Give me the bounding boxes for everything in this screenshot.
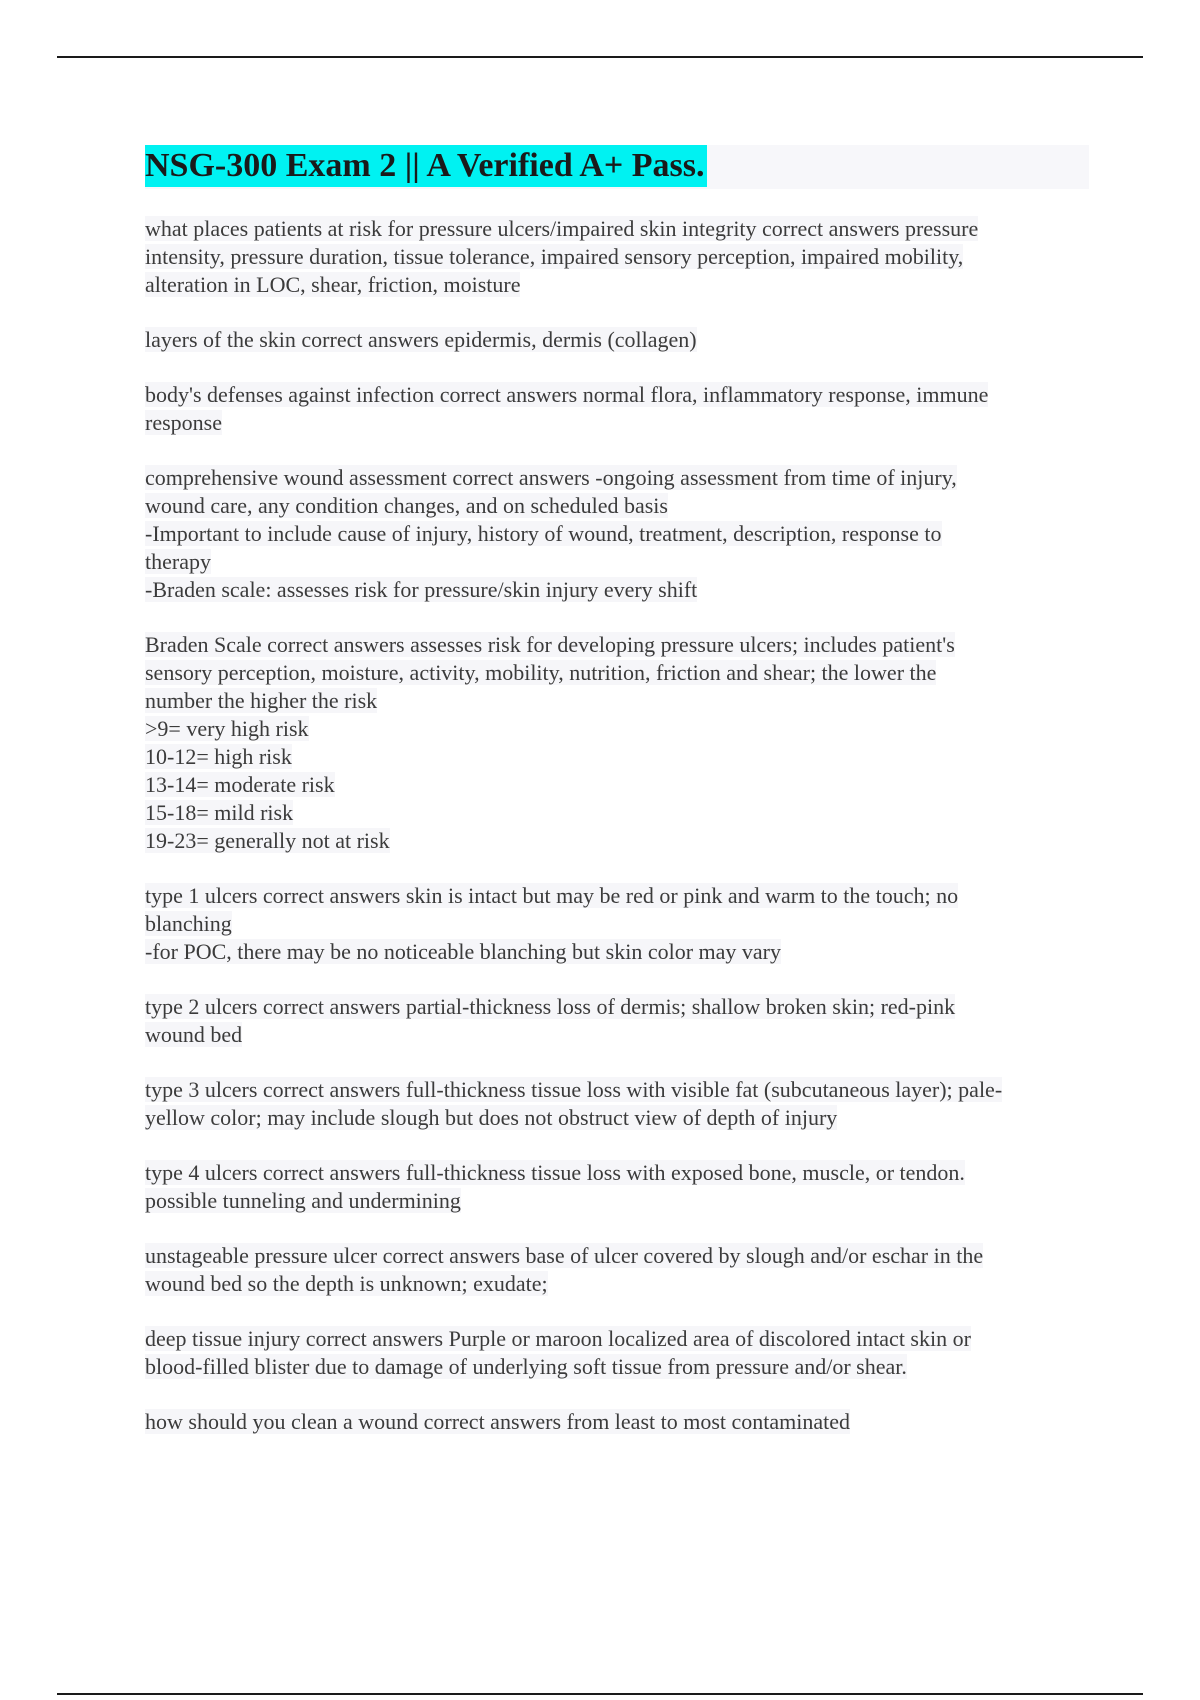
text-line [145, 631, 1089, 659]
text-line-content: comprehensive wound assessment correct answers -ongoing assessment from time of injury, [145, 465, 957, 490]
text-line [145, 576, 1089, 604]
text-line [145, 715, 1089, 743]
text-line [145, 409, 1089, 437]
text-line-content: wound care, any condition changes, and on scheduled basis [145, 493, 668, 518]
text-line [145, 1242, 1089, 1270]
text-line [145, 492, 1089, 520]
text-line [145, 1353, 1089, 1381]
document-body [145, 145, 1089, 1463]
text-line-content: type 2 ulcers correct answers partial-thickness loss of dermis; shallow broken skin; red-pink [145, 994, 956, 1019]
qa-entry [145, 1076, 1089, 1132]
text-line-content: 10-12= high risk [145, 744, 292, 769]
text-line-content: sensory perception, moisture, activity, mobility, nutrition, friction and shear; the lower the [145, 660, 937, 685]
text-line [145, 1187, 1089, 1215]
text-line-content: -Important to include cause of injury, history of wound, treatment, description, response to [145, 521, 942, 546]
text-line [145, 1104, 1089, 1132]
text-line-content: number the higher the risk [145, 688, 378, 713]
text-line [145, 938, 1089, 966]
title-band [145, 145, 1089, 189]
text-line-content: type 3 ulcers correct answers full-thickness tissue loss with visible fat (subcutaneous layer); pale- [145, 1077, 1003, 1102]
text-line-content: 13-14= moderate risk [145, 772, 335, 797]
text-line [145, 215, 1089, 243]
text-line [145, 326, 1089, 354]
text-line [145, 243, 1089, 271]
text-line-content: therapy [145, 549, 211, 574]
qa-entry [145, 215, 1089, 299]
text-line-content: blood-filled blister due to damage of underlying soft tissue from pressure and/or shear. [145, 1354, 907, 1379]
text-line-content: yellow color; may include slough but does not obstruct view of depth of injury [145, 1105, 838, 1130]
qa-entry [145, 882, 1089, 966]
text-line [145, 548, 1089, 576]
text-line-content: how should you clean a wound correct answers from least to most contaminated [145, 1409, 851, 1434]
text-line [145, 993, 1089, 1021]
text-line-content: 15-18= mild risk [145, 800, 294, 825]
text-line [145, 381, 1089, 409]
text-line-content: deep tissue injury correct answers Purple or maroon localized area of discolored intact skin or [145, 1326, 971, 1351]
qa-entry [145, 381, 1089, 437]
text-line [145, 520, 1089, 548]
text-line-content: blanching [145, 911, 232, 936]
text-line-content: wound bed so the depth is unknown; exudate; [145, 1271, 548, 1296]
text-line [145, 464, 1089, 492]
text-line [145, 743, 1089, 771]
bottom-rule [57, 1693, 1143, 1695]
qa-entry [145, 993, 1089, 1049]
text-line-content: type 4 ulcers correct answers full-thickness tissue loss with exposed bone, muscle, or tendon. [145, 1160, 965, 1185]
text-line-content: wound bed [145, 1022, 243, 1047]
qa-entry [145, 1408, 1089, 1436]
text-line-content: 19-23= generally not at risk [145, 828, 390, 853]
text-line-content: -for POC, there may be no noticeable blanching but skin color may vary [145, 939, 781, 964]
text-line [145, 1408, 1089, 1436]
text-line [145, 1159, 1089, 1187]
text-line-content: alteration in LOC, shear, friction, moisture [145, 272, 521, 297]
text-line [145, 827, 1089, 855]
text-line [145, 771, 1089, 799]
text-line-content: >9= very high risk [145, 716, 309, 741]
text-line [145, 659, 1089, 687]
text-line [145, 882, 1089, 910]
qa-entry [145, 464, 1089, 604]
text-line [145, 687, 1089, 715]
text-line-content: type 1 ulcers correct answers skin is intact but may be red or pink and warm to the touch; no [145, 883, 959, 908]
text-line [145, 1270, 1089, 1298]
text-line-content: unstageable pressure ulcer correct answers base of ulcer covered by slough and/or eschar in the [145, 1243, 984, 1268]
text-line-content: layers of the skin correct answers epidermis, dermis (collagen) [145, 327, 697, 352]
text-line-content: what places patients at risk for pressure ulcers/impaired skin integrity correct answers pressure [145, 216, 979, 241]
top-rule [57, 56, 1143, 58]
document-title: NSG-300 Exam 2 || A Verified A+ Pass. [145, 145, 707, 187]
text-line [145, 1076, 1089, 1104]
text-line-content: intensity, pressure duration, tissue tolerance, impaired sensory perception, impaired mobility, [145, 244, 964, 269]
text-line [145, 1325, 1089, 1353]
qa-entry [145, 1159, 1089, 1215]
text-line-content: possible tunneling and undermining [145, 1188, 461, 1213]
text-line-content: -Braden scale: assesses risk for pressure/skin injury every shift [145, 577, 698, 602]
qa-entry [145, 326, 1089, 354]
text-line-content: Braden Scale correct answers assesses risk for developing pressure ulcers; includes patient's [145, 632, 955, 657]
text-line [145, 799, 1089, 827]
qa-entry [145, 1325, 1089, 1381]
text-line-content: response [145, 410, 222, 435]
qa-entries [145, 215, 1089, 1436]
qa-entry [145, 1242, 1089, 1298]
text-line-content: body's defenses against infection correct answers normal flora, inflammatory response, immune [145, 382, 989, 407]
qa-entry [145, 631, 1089, 855]
text-line [145, 910, 1089, 938]
text-line [145, 271, 1089, 299]
text-line [145, 1021, 1089, 1049]
